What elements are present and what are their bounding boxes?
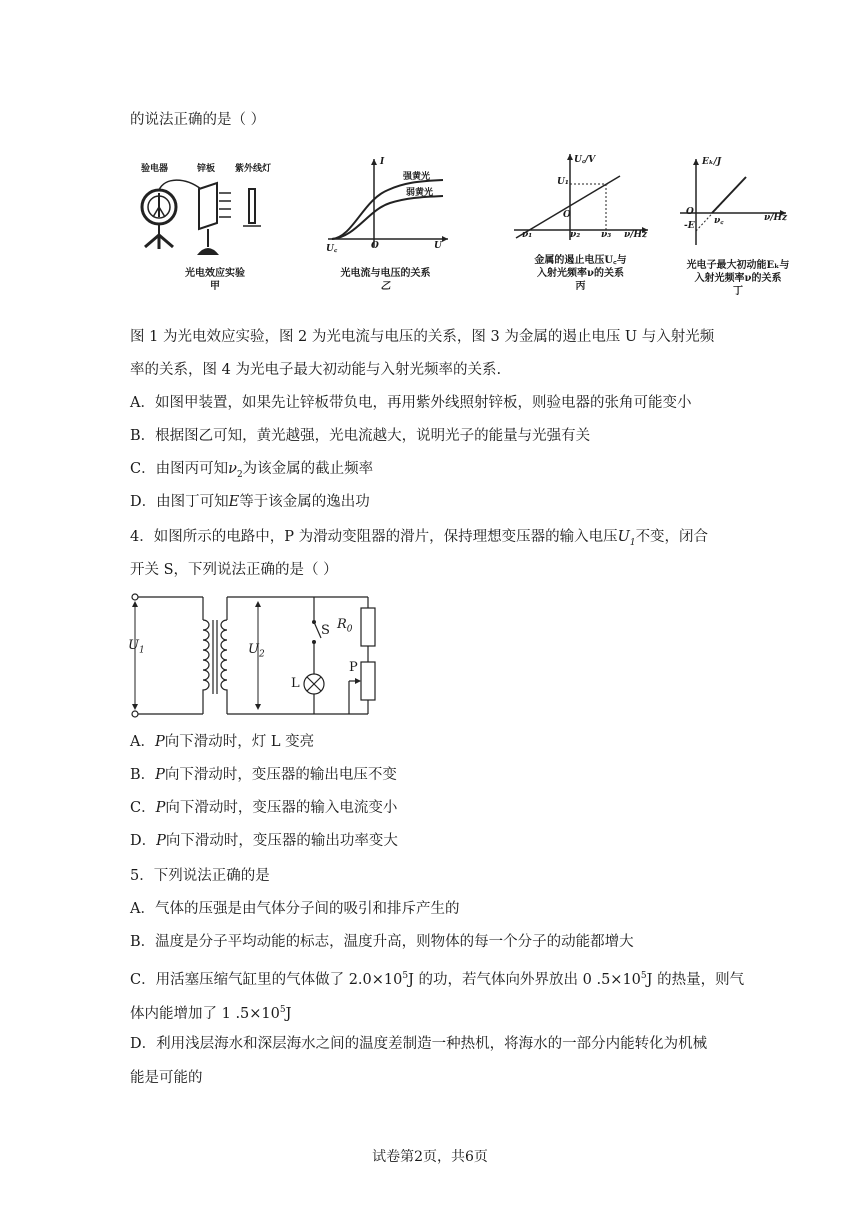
figure-stopping-voltage-frequency — [508, 150, 653, 305]
q5-option-d-line2: 能是可能的 — [130, 1070, 203, 1086]
label-u2-circuit: $U_2$ — [248, 642, 265, 660]
label-v3: ν₃ — [601, 230, 612, 240]
label-v2: ν₂ — [570, 230, 581, 240]
caption-fig3-line1: 金属的遏止电压U꜀与 — [534, 255, 627, 266]
photoelectric-apparatus-drawing — [135, 171, 295, 281]
q4-option-c: C．P向下滑动时，变压器的输入电流变小 — [130, 800, 398, 816]
q3-option-b: B．根据图乙可知，黄光越强，光电流越大，说明光子的能量与光强有关 — [130, 428, 591, 444]
q5-stem: 5．下列说法正确的是 — [130, 868, 270, 884]
label-origin-fig4: O — [686, 207, 694, 217]
caption-fig4-line2: 入射光频率ν的关系 — [694, 273, 782, 284]
label-origin: O — [371, 241, 379, 251]
figure-transformer-circuit — [125, 590, 385, 720]
q5-option-b: B．温度是分子平均动能的标志，温度升高，则物体的每一个分子的动能都增大 — [130, 934, 634, 950]
figure-kinetic-energy-frequency — [668, 155, 808, 305]
label-zinc-plate: 锌板 — [197, 164, 216, 174]
legend-strong-yellow: 强黄光 — [403, 172, 431, 182]
axis-label-current: I — [380, 157, 385, 167]
q3-option-d: D．由图丁可知E等于该金属的逸出功 — [130, 494, 370, 510]
axis-label-frequency-fig4: ν/Hz — [764, 213, 788, 223]
current-voltage-graph — [318, 155, 453, 255]
tag-fig1: 甲 — [210, 281, 220, 292]
label-origin-fig3: O — [563, 210, 571, 220]
q5-option-c-line1: C．用活塞压缩气缸里的气体做了 $2.0\times 10^5J$ 的功，若气体向外界放出 0 $.5\times 10^5J$ 的热量，则气 — [130, 971, 745, 988]
q3-description-line2: 率的关系，图 4 为光电子最大初动能与入射光频率的关系. — [130, 362, 502, 378]
label-v1: ν₁ — [522, 230, 533, 240]
axis-label-uc: U꜀/V — [574, 155, 596, 165]
label-lamp-l: L — [291, 676, 300, 691]
label-cutoff-freq: ν꜀ — [714, 216, 724, 226]
q3-option-c: C．由图丙可知$\nu_2$为该金属的截止频率 — [130, 461, 374, 480]
q4-option-b: B．P向下滑动时，变压器的输出电压不变 — [130, 767, 397, 783]
caption-fig2: 光电流与电压的关系 — [340, 268, 431, 279]
legend-weak-yellow: 弱黄光 — [406, 188, 434, 198]
q4-stem-line1: 4．如图所示的电路中，P 为滑动变阻器的滑片，保持理想变压器的输入电压$U_1$不变，闭合 — [130, 529, 709, 548]
q4-option-a: A．P向下滑动时，灯 L 变亮 — [130, 734, 315, 750]
q5-option-a: A．气体的压强是由气体分子间的吸引和排斥产生的 — [130, 901, 460, 917]
figure-photoelectric-experiment — [135, 155, 295, 305]
caption-fig3-line2: 入射光频率ν的关系 — [537, 268, 624, 279]
label-slider-p: P — [349, 660, 358, 675]
label-stopping-voltage: U꜀ — [326, 244, 337, 254]
q5-option-d-line1: D．利用浅层海水和深层海水之间的温度差制造一种热机，将海水的一部分内能转化为机械 — [130, 1036, 708, 1052]
axis-label-ek: Eₖ/J — [702, 157, 722, 167]
label-u1-circuit: $U_1$ — [128, 638, 145, 656]
label-neg-e: -E — [684, 221, 695, 231]
q4-option-d: D．P向下滑动时，变压器的输出功率变大 — [130, 833, 398, 849]
page-footer: 试卷第2页，共6页 — [372, 1149, 488, 1165]
label-uv-lamp: 紫外线灯 — [235, 164, 272, 174]
tag-fig4: 丁 — [733, 286, 743, 297]
tag-fig3: 丙 — [575, 281, 586, 292]
q5-option-c-line2: 体内能增加了 1 $.5\times 10^5J$ — [130, 1005, 292, 1022]
q4-stem-line2: 开关 S，下列说法正确的是（ ） — [130, 562, 338, 578]
caption-fig4-line1: 光电子最大初动能Eₖ与 — [686, 260, 790, 271]
axis-label-voltage: U — [434, 241, 442, 251]
label-r0: $R_0$ — [337, 617, 353, 635]
question-intro-text: 的说法正确的是（ ） — [130, 112, 266, 128]
caption-fig1: 光电效应实验 — [185, 268, 245, 279]
tag-fig2: 乙 — [380, 281, 391, 292]
label-electroscope: 验电器 — [141, 164, 169, 174]
label-switch-s: S — [321, 623, 330, 638]
label-u1: U₁ — [557, 177, 569, 187]
kinetic-energy-graph — [668, 155, 808, 250]
q3-option-a: A．如图甲装置，如果先让锌板带负电，再用紫外线照射锌板，则验电器的张角可能变小 — [130, 395, 692, 411]
q3-description-line1: 图 1 为光电效应实验，图 2 为光电流与电压的关系，图 3 为金属的遏止电压 U 与入射光频 — [130, 329, 715, 345]
axis-label-frequency: ν/Hz — [624, 230, 648, 240]
figure-current-voltage — [318, 155, 453, 305]
